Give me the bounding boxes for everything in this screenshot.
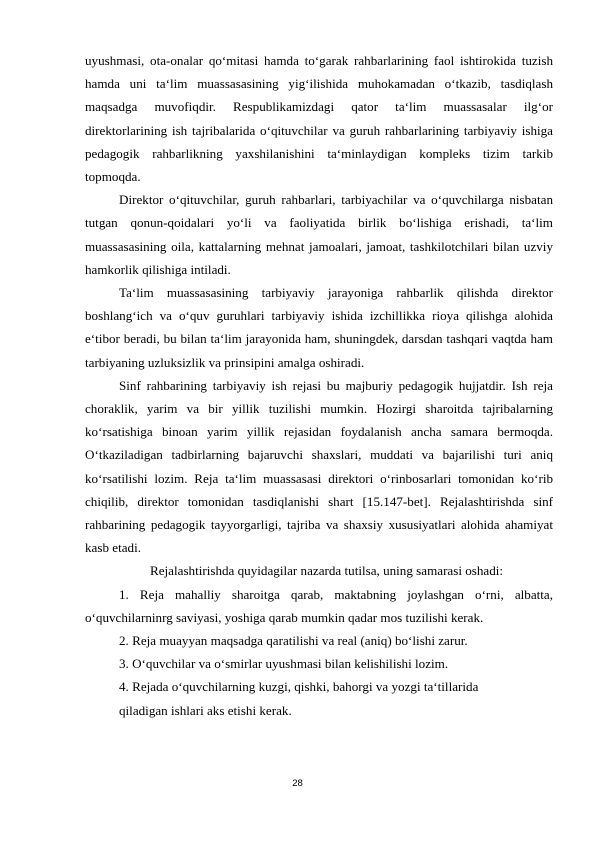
list-item-4-continuation: qiladigan ishlari aks etishi kerak. [119,702,292,718]
paragraph-1: uyushmasi, ota-onalar qo‘mitasi hamda to‘garak rahbarlarining faol ishtirokida tuzish hamda uni ta‘lim muassasasining yig‘ilishida muhokamadan o‘tkazib, tasdiqlash maqsadga muvofiqdir. Respublikamizdagi qator ta‘lim muassasalar ilg‘or direktorlarining ish tajribalarida o‘qituvchilar va guruh rahbarlarining tarbiyaviy ishiga pedagogik rahbarlikning yaxshilanishini ta‘minlaydigan kompleks tizim tarkib topmoqda. [85,53,553,185]
list-item-3: 3. O‘quvchilar va o‘smirlar uyushmasi bilan kelishilishi lozim. [119,656,449,672]
list-item-1: 1. Reja mahalliy sharoitga qarab, maktabning joylashgan o‘rni, albatta, o‘quvchilarninrg saviyasi, yoshiga qarab mumkin qadar mos tuzilishi kerak. [85,586,553,625]
list-intro: Rejalashtirishda quyidagilar nazarda tutilsa, uning samarasi oshadi: [150,563,504,579]
paragraph-3: Ta‘lim muassasasining tarbiyaviy jarayoniga rahbarlik qilishda direktor boshlang‘ich va o‘quv guruhlari tarbiyaviy ishida izchillikka rioya qilishga alohida e‘tibor beradi, bu bilan ta‘lim jarayonida ham, shuningdek, darsdan tashqari vaqtda ham tarbiyaning uzluksizlik va prinsipini amalga oshiradi. [85,285,553,370]
paragraph-2: Direktor o‘qituvchilar, guruh rahbarlari, tarbiyachilar va o‘quvchilarga nisbatan tutgan qonun-qoidalari yo‘li va faoliyatida birlik bo‘lishiga erishadi, ta‘lim muassasasining oila, kattalarning mehnat jamoalari, jamoat, tashkilotchilari bilan uzviy hamkorlik qilishiga intiladi. [85,192,553,277]
list-item-2: 2. Reja muayyan maqsadga qaratilishi va real (aniq) bo‘lishi zarur. [119,633,468,649]
document-body [85,49,553,722]
page-number: 28 [292,778,303,789]
paragraph-4: Sinf rahbarining tarbiyaviy ish rejasi bu majburiy pedagogik hujjatdir. Ish reja choraklik, yarim va bir yillik tuzilishi mumkin. Hozirgi sharoitda tajribalarning ko‘rsatishiga binoan yarim yillik rejasidan foydalanish ancha samara bermoqda. O‘tkaziladigan tadbirlarning bajaruvchi shaxslari, muddati va bajarilishi turi aniq ko‘rsatilishi lozim. Reja ta‘lim muassasasi direktori o‘rinbosarlari tomonidan ko‘rib chiqilib, direktor tomonidan tasdiqlanishi shart [15.147-bet]. Rejalashtirishda sinf rahbarining pedagogik tayyorgarligi, tajriba va shaxsiy xususiyatlari alohida ahamiyat kasb etadi. [85,377,553,556]
list-item-4: 4. Rejada o‘quvchilarning kuzgi, qishki, bahorgi va yozgi ta‘tillarida [119,679,479,695]
